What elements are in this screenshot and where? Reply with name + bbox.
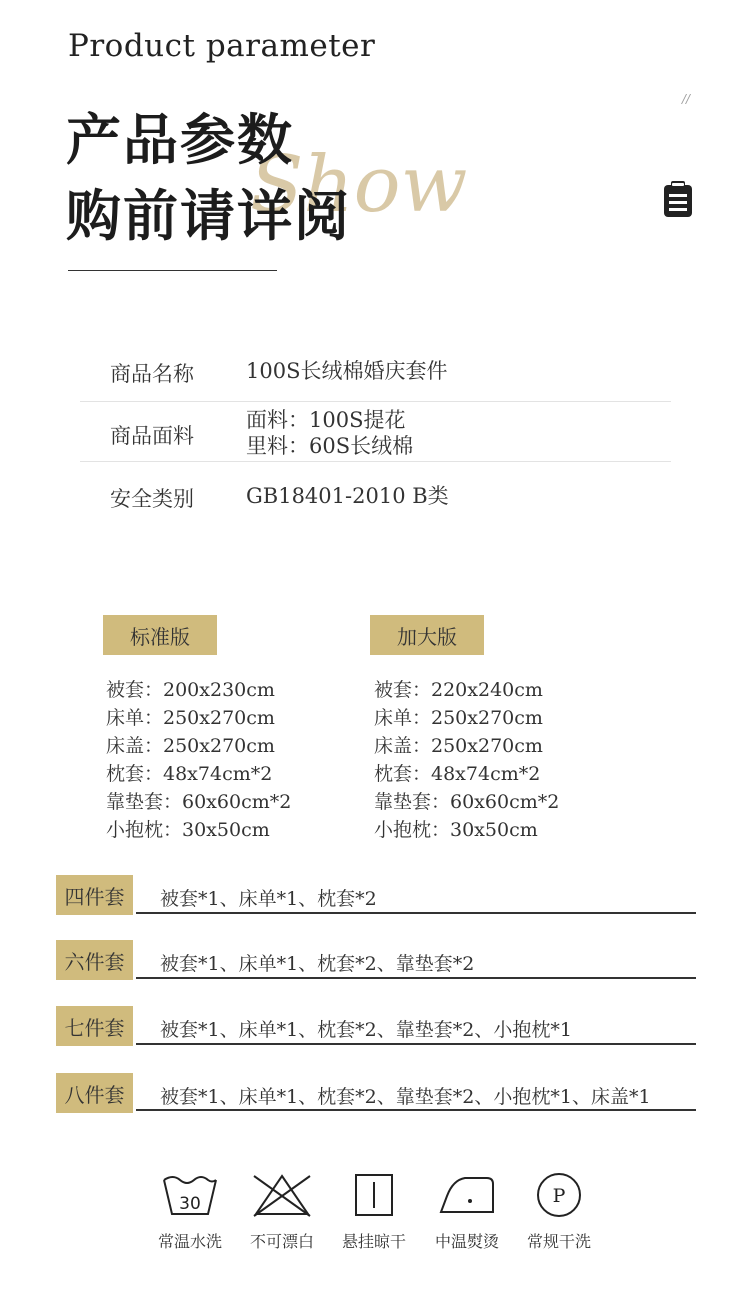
spec-item: 床单：250x270cm [106, 707, 275, 729]
set-underline [136, 977, 696, 979]
version-tag-standard: 标准版 [103, 615, 217, 655]
set-underline [136, 912, 696, 914]
wash-30-icon [160, 1170, 220, 1220]
english-title: Product parameter [68, 28, 376, 64]
decorative-mark: // [682, 92, 691, 106]
spec-item: 靠垫套：60x60cm*2 [106, 791, 292, 813]
care-label-dry: 悬挂晾干 [341, 1232, 406, 1251]
param-value-name: 100S长绒棉婚庆套件 [246, 359, 448, 383]
version-tag-large: 加大版 [370, 615, 484, 655]
param-value-safety: GB18401-2010 B类 [246, 484, 449, 508]
spec-item: 被套：220x240cm [374, 679, 543, 701]
param-label-safety: 安全类别 [110, 487, 194, 511]
page-title-line2: 购前请详阅 [66, 183, 352, 248]
dry-clean-letter: P [552, 1185, 566, 1207]
param-divider [80, 461, 671, 462]
set-underline [136, 1043, 696, 1045]
param-value-fabric-lining: 里料：60S长绒棉 [246, 434, 414, 458]
set-content-seven: 被套*1、床单*1、枕套*2、靠垫套*2、小抱枕*1 [160, 1019, 572, 1041]
spec-item: 床单：250x270cm [374, 707, 543, 729]
set-content-four: 被套*1、床单*1、枕套*2 [160, 888, 377, 910]
line-dry-icon [344, 1170, 404, 1220]
param-label-fabric: 商品面料 [110, 424, 194, 448]
set-content-six: 被套*1、床单*1、枕套*2、靠垫套*2 [160, 953, 475, 975]
care-label-iron: 中温熨烫 [434, 1232, 499, 1251]
set-tag-seven: 七件套 [56, 1006, 133, 1046]
set-tag-six: 六件套 [56, 940, 133, 980]
spec-list-large [374, 676, 559, 844]
param-label-name: 商品名称 [110, 362, 194, 386]
spec-item: 床盖：250x270cm [106, 735, 275, 757]
wash-temp-label: 30 [179, 1194, 201, 1214]
care-label-bleach: 不可漂白 [249, 1232, 314, 1251]
spec-item: 被套：200x230cm [106, 679, 275, 701]
spec-item: 床盖：250x270cm [374, 735, 543, 757]
spec-item: 小抱枕：30x50cm [374, 819, 538, 841]
iron-medium-icon [437, 1170, 497, 1220]
param-value-fabric-outer: 面料：100S提花 [246, 408, 406, 432]
set-content-eight: 被套*1、床单*1、枕套*2、靠垫套*2、小抱枕*1、床盖*1 [160, 1086, 651, 1108]
spec-item: 小抱枕：30x50cm [106, 819, 270, 841]
script-watermark: Show [250, 140, 468, 230]
set-tag-eight: 八件套 [56, 1073, 133, 1113]
set-underline [136, 1109, 696, 1111]
no-bleach-icon [252, 1170, 312, 1220]
page-title-line1: 产品参数 [66, 107, 295, 172]
dry-clean-icon [529, 1170, 589, 1220]
set-tag-four: 四件套 [56, 875, 133, 915]
spec-item: 枕套：48x74cm*2 [106, 763, 273, 785]
care-label-wash: 常温水洗 [157, 1232, 222, 1251]
care-label-dryclean: 常规干洗 [526, 1232, 591, 1251]
spec-item: 枕套：48x74cm*2 [374, 763, 541, 785]
clipboard-icon [662, 180, 694, 218]
param-divider [80, 401, 671, 402]
spec-list-standard [106, 676, 291, 844]
title-divider [68, 270, 277, 271]
spec-item: 靠垫套：60x60cm*2 [374, 791, 560, 813]
